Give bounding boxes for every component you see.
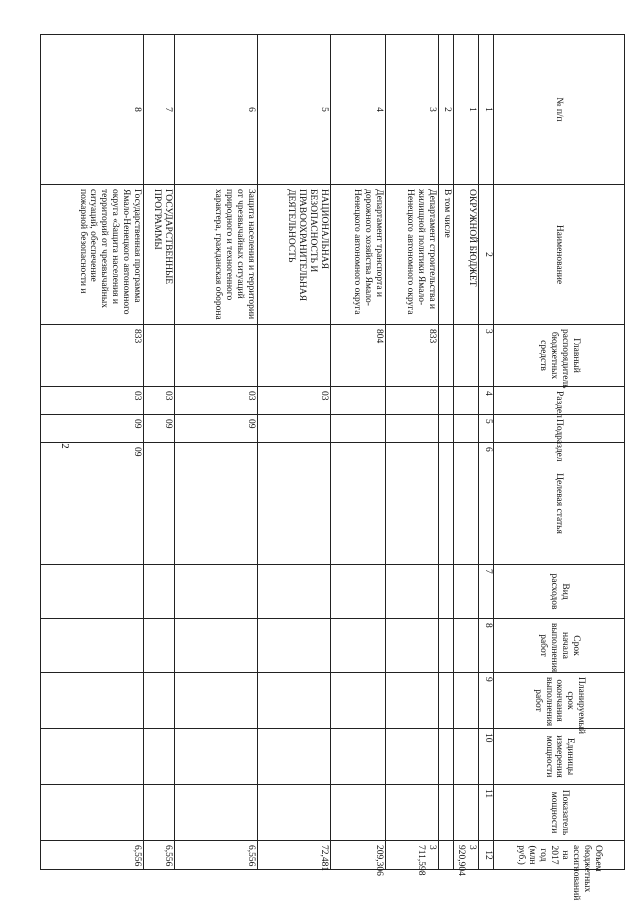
row-amount: 3 920,904 bbox=[454, 841, 479, 870]
row-razdel: 03 bbox=[175, 387, 258, 415]
row-number: 7 bbox=[144, 35, 175, 185]
row-grbs bbox=[454, 325, 479, 387]
row-amount: 3 711,598 bbox=[386, 841, 439, 870]
header-row bbox=[494, 35, 625, 870]
header-number: № п/п bbox=[494, 35, 625, 185]
row-target-article bbox=[439, 443, 454, 565]
row-units bbox=[386, 729, 439, 785]
table-row bbox=[454, 35, 479, 870]
header-units: Единицы измерения мощности bbox=[494, 729, 625, 785]
row-number: 5 bbox=[258, 35, 331, 185]
page-number: 2 bbox=[58, 443, 71, 449]
row-podrazdel bbox=[331, 415, 386, 443]
row-podrazdel bbox=[386, 415, 439, 443]
header-name: Наименование bbox=[494, 185, 625, 325]
row-grbs bbox=[258, 325, 331, 387]
row-power bbox=[454, 785, 479, 841]
row-name: НАЦИОНАЛЬНАЯ БЕЗОПАСНОСТЬ И ПРАВООХРАНИТЕЛЬНАЯ ДЕЯТЕЛЬНОСТЬ bbox=[258, 185, 331, 325]
row-expense-type bbox=[331, 565, 386, 619]
column-number: 8 bbox=[479, 619, 494, 673]
row-podrazdel: 09 bbox=[175, 415, 258, 443]
row-number: 2 bbox=[439, 35, 454, 185]
row-power bbox=[258, 785, 331, 841]
table-row bbox=[41, 35, 144, 870]
row-amount: 6,556 bbox=[175, 841, 258, 870]
row-amount: 6,556 bbox=[144, 841, 175, 870]
row-amount: 72,481 bbox=[258, 841, 331, 870]
header-start-date: Срок начала выполнения работ bbox=[494, 619, 625, 673]
header-expense-type: Вид расходов bbox=[494, 565, 625, 619]
column-number: 4 bbox=[479, 387, 494, 415]
budget-table bbox=[40, 34, 625, 901]
table-row bbox=[258, 35, 331, 870]
row-start-date bbox=[258, 619, 331, 673]
row-units bbox=[439, 729, 454, 785]
table-row bbox=[386, 35, 439, 870]
row-target-article bbox=[454, 443, 479, 565]
row-target-article: 09 bbox=[41, 443, 144, 565]
header-end-date: Планируемый срок окончания выполнения работ bbox=[494, 673, 625, 729]
row-start-date bbox=[144, 619, 175, 673]
row-start-date bbox=[439, 619, 454, 673]
column-number: 11 bbox=[479, 785, 494, 841]
row-end-date bbox=[258, 673, 331, 729]
row-units bbox=[144, 729, 175, 785]
row-expense-type bbox=[41, 565, 144, 619]
row-grbs bbox=[144, 325, 175, 387]
column-number: 12 bbox=[479, 841, 494, 870]
row-units bbox=[175, 729, 258, 785]
row-end-date bbox=[454, 673, 479, 729]
column-number-row bbox=[479, 35, 494, 870]
row-name: Департамент транспорта и дорожного хозяйства Ямало-Ненецкого автономного округа bbox=[331, 185, 386, 325]
row-name: ОКРУЖНОЙ БЮДЖЕТ bbox=[454, 185, 479, 325]
table-row bbox=[175, 35, 258, 870]
row-end-date bbox=[175, 673, 258, 729]
row-power bbox=[175, 785, 258, 841]
row-grbs bbox=[439, 325, 454, 387]
column-number: 5 bbox=[479, 415, 494, 443]
row-end-date bbox=[144, 673, 175, 729]
row-razdel bbox=[386, 387, 439, 415]
row-units bbox=[41, 729, 144, 785]
row-target-article bbox=[386, 443, 439, 565]
row-target-article bbox=[144, 443, 175, 565]
row-podrazdel: 09 bbox=[41, 415, 144, 443]
row-units bbox=[258, 729, 331, 785]
row-podrazdel bbox=[258, 415, 331, 443]
column-number: 7 bbox=[479, 565, 494, 619]
row-power bbox=[144, 785, 175, 841]
column-number: 9 bbox=[479, 673, 494, 729]
row-podrazdel bbox=[454, 415, 479, 443]
table-row bbox=[331, 35, 386, 870]
row-start-date bbox=[331, 619, 386, 673]
row-power bbox=[439, 785, 454, 841]
row-razdel: 03 bbox=[144, 387, 175, 415]
row-units bbox=[454, 729, 479, 785]
row-number: 8 bbox=[41, 35, 144, 185]
row-name: В том числе bbox=[439, 185, 454, 325]
row-grbs: 833 bbox=[386, 325, 439, 387]
row-power bbox=[41, 785, 144, 841]
row-start-date bbox=[41, 619, 144, 673]
row-end-date bbox=[439, 673, 454, 729]
row-amount: 6,556 bbox=[41, 841, 144, 870]
row-expense-type bbox=[144, 565, 175, 619]
row-grbs: 804 bbox=[331, 325, 386, 387]
row-expense-type bbox=[454, 565, 479, 619]
column-number: 6 bbox=[479, 443, 494, 565]
row-expense-type bbox=[439, 565, 454, 619]
header-razdel: Раздел bbox=[494, 387, 625, 415]
row-amount bbox=[439, 841, 454, 870]
row-start-date bbox=[175, 619, 258, 673]
row-razdel bbox=[331, 387, 386, 415]
row-power bbox=[331, 785, 386, 841]
row-number: 6 bbox=[175, 35, 258, 185]
row-razdel: 03 bbox=[41, 387, 144, 415]
row-expense-type bbox=[386, 565, 439, 619]
row-end-date bbox=[331, 673, 386, 729]
row-name: ГОСУДАРСТВЕННЫЕ ПРОГРАММЫ bbox=[144, 185, 175, 325]
column-number: 2 bbox=[479, 185, 494, 325]
column-number: 3 bbox=[479, 325, 494, 387]
row-start-date bbox=[386, 619, 439, 673]
row-expense-type bbox=[175, 565, 258, 619]
table-row bbox=[439, 35, 454, 870]
row-power bbox=[386, 785, 439, 841]
row-expense-type bbox=[258, 565, 331, 619]
header-amount: Объем бюджетных ассигнований на 2017 год (млн руб.) bbox=[494, 841, 625, 870]
row-podrazdel: 09 bbox=[144, 415, 175, 443]
row-name: Государственная программа Ямало-Ненецкого автономного округа «Защита населения и территорий от чрезвычайных ситуаций, обеспечение пожарной безопасности и bbox=[41, 185, 144, 325]
row-end-date bbox=[386, 673, 439, 729]
row-razdel bbox=[454, 387, 479, 415]
column-number: 10 bbox=[479, 729, 494, 785]
header-power: Показатель мощности bbox=[494, 785, 625, 841]
header-grbs: Главный распорядитель бюджетных средств bbox=[494, 325, 625, 387]
row-podrazdel bbox=[439, 415, 454, 443]
row-name: Защита населения и территории от чрезвычайных ситуаций природного и техногенного характера, гражданская оборона bbox=[175, 185, 258, 325]
row-start-date bbox=[454, 619, 479, 673]
rotated-table-container bbox=[62, 34, 625, 901]
row-target-article bbox=[175, 443, 258, 565]
row-end-date bbox=[41, 673, 144, 729]
header-podrazdel: Подраздел bbox=[494, 415, 625, 443]
row-number: 4 bbox=[331, 35, 386, 185]
header-target-article: Целевая статья bbox=[494, 443, 625, 565]
row-units bbox=[331, 729, 386, 785]
row-grbs: 833 bbox=[41, 325, 144, 387]
row-amount: 209,306 bbox=[331, 841, 386, 870]
row-name: Департамент строительства и жилищной политики Ямало-Ненецкого автономного округа bbox=[386, 185, 439, 325]
row-number: 3 bbox=[386, 35, 439, 185]
row-razdel bbox=[439, 387, 454, 415]
column-number: 1 bbox=[479, 35, 494, 185]
row-razdel: 03 bbox=[258, 387, 331, 415]
table-row bbox=[144, 35, 175, 870]
row-grbs bbox=[175, 325, 258, 387]
row-number: 1 bbox=[454, 35, 479, 185]
row-target-article bbox=[258, 443, 331, 565]
row-target-article bbox=[331, 443, 386, 565]
